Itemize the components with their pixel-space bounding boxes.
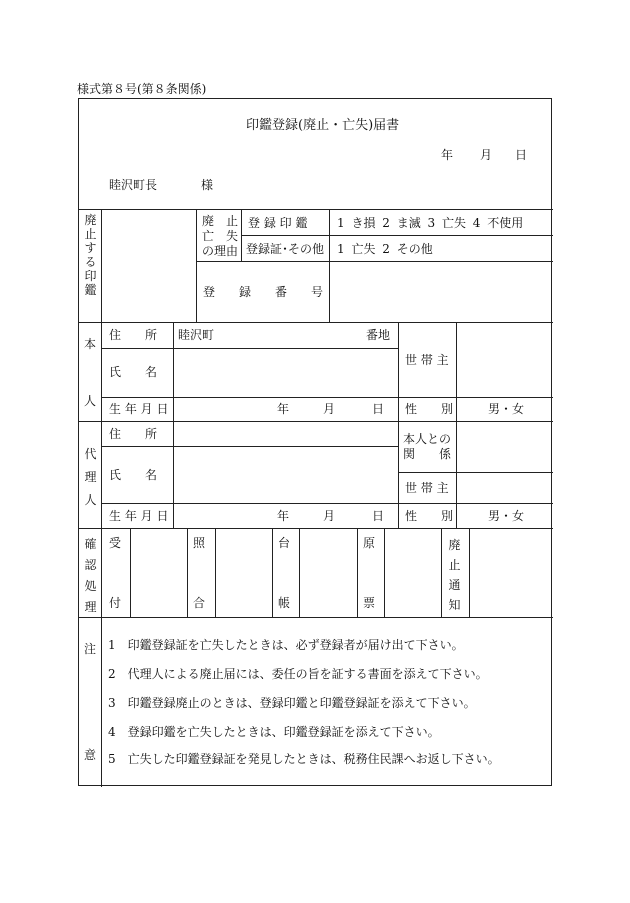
divider [215,528,216,617]
divider [101,348,398,349]
char: 確 [84,537,97,551]
char: 代 [84,447,97,461]
agent-label [83,443,98,512]
agent-household-head-field[interactable] [458,474,552,502]
divider [398,322,399,421]
divider [272,528,273,617]
principal-banchi-label: 番地 [366,328,391,342]
agent-name-field[interactable] [175,448,397,502]
divider [101,322,102,421]
char: 理 [84,600,97,614]
certificate-label: 登録証･その他 [246,242,325,256]
char: 人 [84,493,97,507]
principal-address-label: 住 所 [109,328,158,342]
check-label-bottom: 合 [193,596,206,610]
principal-label-bottom: 人 [84,394,97,408]
divider [101,397,553,398]
divider [101,503,553,504]
ledger-label-top: 台 [278,536,291,550]
agent-dob-month: 月 [323,509,336,523]
divider [384,528,385,617]
principal-dob-month: 月 [323,402,336,416]
divider [79,209,553,210]
char: 通 [448,578,461,592]
principal-address-value[interactable]: 睦沢町 [178,328,215,342]
agent-relation-label-line1: 本人との [403,432,452,446]
principal-household-head-field[interactable] [458,324,552,396]
principal-name-field[interactable] [175,350,397,396]
confirmation-label [83,534,98,618]
char: 認 [84,558,97,572]
form-number: 様式第８号(第８条関係) [77,82,207,96]
registration-form [78,98,552,786]
char: る [84,255,97,269]
divider [101,528,102,617]
registration-number-field[interactable] [331,263,551,320]
divider [398,472,553,473]
original-label-bottom: 票 [363,596,376,610]
principal-gender-label: 性 別 [405,402,454,416]
divider [79,421,553,422]
agent-dob-label: 生 年 月 日 [109,509,169,523]
principal-name-label: 氏 名 [109,365,158,379]
abolish-notice-label [447,535,462,615]
certificate-reason-options: 1 亡失 2 その他 [337,242,433,256]
ledger-stamp-box[interactable] [301,530,356,616]
notes-label-top: 注 [84,642,97,656]
principal-dob-year: 年 [277,402,290,416]
agent-household-head-label: 世 帯 主 [405,481,449,495]
divider [173,421,174,528]
addressee-suffix: 様 [201,178,214,192]
char: す [84,241,97,255]
date-day-label: 日 [515,148,528,162]
agent-gender-value[interactable]: 男・女 [488,509,525,523]
seal-section-label [83,213,98,297]
divider [196,209,197,322]
note-item-3: 3 印鑑登録廃止のときは、登録印鑑と印鑑登録証を添えて下さい。 [108,696,476,710]
divider [101,209,102,322]
char: 止 [84,227,97,241]
principal-dob-day: 日 [372,402,385,416]
registered-seal-label: 登 録 印 鑑 [248,216,308,230]
char: 止 [448,558,461,572]
divider [187,528,188,617]
divider [357,528,358,617]
divider [101,446,398,447]
receipt-label-bottom: 付 [109,596,122,610]
agent-gender-label: 性 別 [405,509,454,523]
original-stamp-box[interactable] [386,530,440,616]
char: 処 [84,579,97,593]
agent-address-label: 住 所 [109,427,158,441]
ledger-label-bottom: 帳 [278,596,291,610]
char: 印 [84,269,97,283]
receipt-label-top: 受 [109,536,122,550]
principal-household-head-label: 世 帯 主 [405,353,449,367]
divider [398,421,399,528]
original-label-top: 原 [363,536,376,550]
divider [173,322,174,421]
divider [469,528,470,617]
registration-number-label: 登 録 番 号 [203,285,324,299]
agent-dob-year: 年 [277,509,290,523]
divider [196,261,553,262]
note-item-1: 1 印鑑登録証を亡失したときは、必ず登録者が届け出て下さい。 [108,638,464,652]
abolish-notice-stamp-box[interactable] [471,530,552,616]
divider [456,421,457,528]
form-title: 印鑑登録(廃止・亡失)届書 [246,118,400,133]
principal-gender-value[interactable]: 男・女 [488,402,525,416]
divider [241,235,553,236]
receipt-stamp-box[interactable] [132,530,186,616]
char: 理 [84,470,97,484]
check-stamp-box[interactable] [217,530,271,616]
principal-dob-label: 生 年 月 日 [109,402,169,416]
note-item-2: 2 代理人による廃止届には、委任の旨を証する書面を添えて下さい。 [108,667,488,681]
seal-reason-options: 1 き損 2 ま滅 3 亡失 4 不使用 [337,216,524,230]
divider [79,322,553,323]
principal-label-top: 本 [84,337,97,351]
date-year-label: 年 [441,148,454,162]
agent-name-label: 氏 名 [109,468,158,482]
addressee: 睦沢町長 [109,178,158,192]
divider [130,528,131,617]
divider [441,528,442,617]
note-item-5: 5 亡失した印鑑登録証を発見したときは、税務住民課へお返し下さい。 [108,752,500,766]
divider [101,617,102,787]
char: 鑑 [84,283,97,297]
char: 廃 [84,213,97,227]
agent-address-field[interactable] [175,423,397,445]
agent-relation-field[interactable] [458,423,552,471]
note-item-4: 4 登録印鑑を亡失したときは、印鑑登録証を添えて下さい。 [108,725,440,739]
char: 廃 [448,538,461,552]
check-label-top: 照 [193,536,206,550]
divider [456,322,457,421]
date-month-label: 月 [480,148,493,162]
char: 知 [448,598,461,612]
divider [101,421,102,528]
divider [79,617,553,618]
divider [299,528,300,617]
divider [79,528,553,529]
notes-label-bottom: 意 [84,748,97,762]
abolish-reason-label: 廃 止 亡 失 の理由 [201,214,238,258]
divider [329,209,330,322]
agent-dob-day: 日 [372,509,385,523]
agent-relation-label-line2: 関 係 [403,447,452,461]
